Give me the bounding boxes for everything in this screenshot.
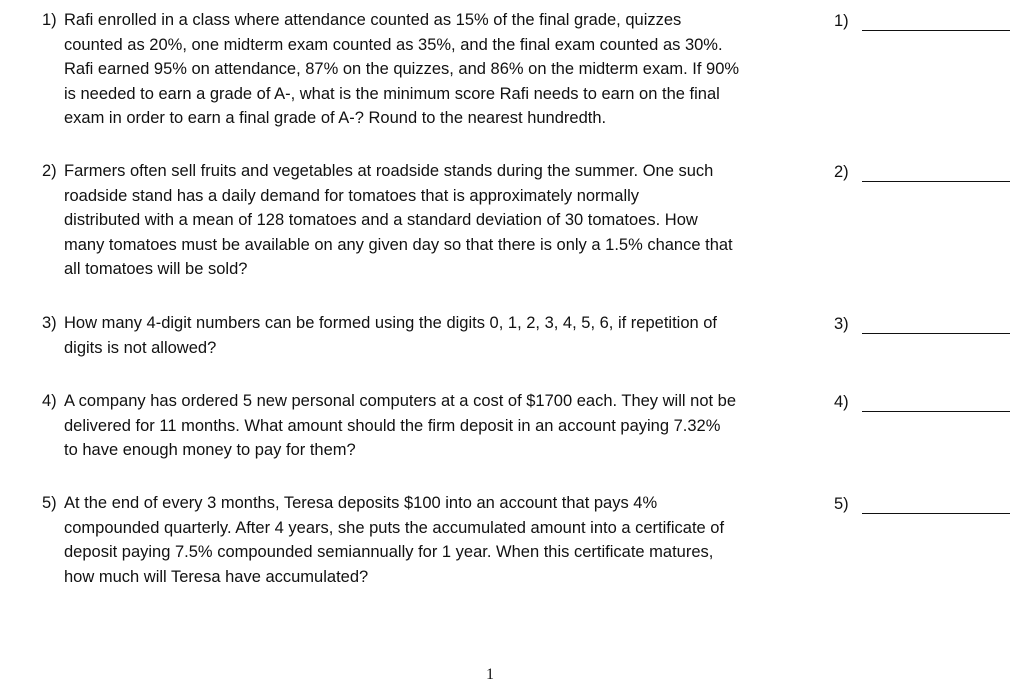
question-text: How many 4-digit numbers can be formed using the digits 0, 1, 2, 3, 4, 5, 6, if repetition of digits is not allowed?	[64, 314, 718, 357]
answer-blank[interactable]	[862, 333, 1010, 334]
question-2	[42, 159, 827, 282]
question-number: 5)	[42, 494, 57, 512]
answer-blank[interactable]	[862, 411, 1010, 412]
question-text: Farmers often sell fruits and vegetables at roadside stands during the summer. One such roadside stand has a daily demand for tomatoes that is approximately normally distributed with a mean of 128 tomatoes and a standard deviation of 30 tomatoes. How many tomatoes must be available on any given day so that there is only a 1.5% chance that all tomatoes will be sold?	[64, 162, 733, 278]
question-number: 3)	[42, 314, 57, 332]
answer-4	[834, 390, 1010, 414]
question-3	[42, 311, 827, 360]
question-5	[42, 491, 827, 589]
question-text: Rafi enrolled in a class where attendance counted as 15% of the final grade, quizzes counted as 20%, one midterm exam counted as 35%, and the final exam counted as 30%. Rafi earned 95% on attendance, 87% on the quizzes, and 86% on the midterm exam. If 90% is needed to earn a grade of A-, what is the minimum score Rafi needs to earn on the final exam in order to earn a final grade of A-? Round to the nearest hundredth.	[64, 11, 740, 127]
answer-label: 2)	[834, 163, 849, 181]
answer-blank[interactable]	[862, 181, 1010, 182]
answer-label: 4)	[834, 393, 849, 411]
page-number: 1	[486, 666, 494, 683]
question-number: 2)	[42, 162, 57, 180]
answer-blank[interactable]	[862, 513, 1010, 514]
question-number: 1)	[42, 11, 57, 29]
answer-3	[834, 312, 1010, 336]
question-number: 4)	[42, 392, 57, 410]
answer-label: 5)	[834, 495, 849, 513]
question-text: A company has ordered 5 new personal computers at a cost of $1700 each. They will not be delivered for 11 months. What amount should the firm deposit in an account paying 7.32% to have enough money to pay for them?	[64, 392, 737, 459]
answer-blank[interactable]	[862, 30, 1010, 31]
question-text: At the end of every 3 months, Teresa deposits $100 into an account that pays 4% compounded quarterly. After 4 years, she puts the accumulated amount into a certificate of deposit paying 7.5% compounded semiannually for 1 year. When this certificate matures, how much will Teresa have accumulated?	[64, 494, 725, 586]
answer-label: 1)	[834, 12, 849, 30]
question-1	[42, 8, 827, 131]
answer-label: 3)	[834, 315, 849, 333]
answer-5	[834, 492, 1010, 516]
question-4	[42, 389, 827, 463]
answer-2	[834, 160, 1010, 184]
answer-1	[834, 9, 1010, 33]
